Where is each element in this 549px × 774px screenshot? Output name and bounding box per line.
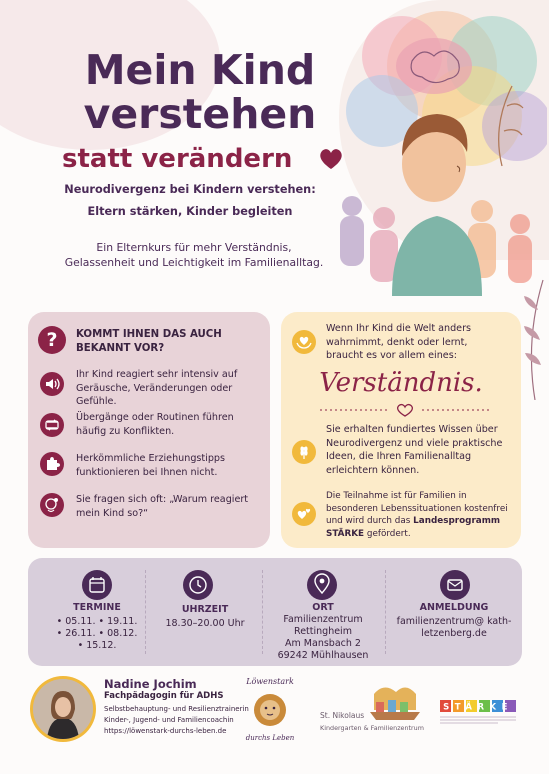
logo-text: durchs Leben xyxy=(245,734,295,742)
person-photo-icon xyxy=(33,679,93,739)
ort-label: ORT xyxy=(312,602,334,613)
transition-arrows-icon xyxy=(40,413,64,437)
avatar xyxy=(30,676,96,742)
logo-text: Kindergarten & Familienzentrum xyxy=(320,724,424,732)
logo-text: St. Nikolaus xyxy=(320,711,365,720)
benefits-intro: Wenn Ihr Kind die Welt anders wahrnimmt, denkt oder lernt, braucht es vor allem eines: xyxy=(326,323,472,361)
ort-line: 69242 Mühlhausen xyxy=(277,650,369,661)
clock-icon xyxy=(183,570,213,600)
ort-line: Familienzentrum xyxy=(283,614,363,625)
termine-label: TERMINE xyxy=(73,602,121,613)
child-head-icon xyxy=(40,493,64,517)
wheat-icon xyxy=(292,440,316,464)
symptoms-heading: KOMMT IHNEN DAS AUCH BEKANNT VOR? xyxy=(76,329,222,354)
title-line-2: verstehen xyxy=(83,90,317,138)
loewenstark-logo xyxy=(240,672,300,746)
title-line-1: Mein Kind xyxy=(84,46,316,94)
termine-line: • 26.11. • 08.12. xyxy=(56,628,138,639)
staerke-logo xyxy=(438,698,520,728)
puzzle-icon xyxy=(40,452,64,476)
uhrzeit-label: UHRZEIT xyxy=(181,604,229,615)
heart-divider xyxy=(320,402,490,418)
termine-line: • 15.12. xyxy=(77,640,117,651)
symptom-item: Ihr Kind reagiert sehr intensiv auf Geräusche, Veränderungen oder Gefühle. xyxy=(76,369,238,407)
heart-icon xyxy=(318,147,344,171)
funding-suffix: gefördert. xyxy=(364,528,411,539)
symptom-item: Übergänge oder Routinen führen häufig zu Konflikten. xyxy=(76,412,234,437)
funding-text xyxy=(326,490,516,540)
subtitle-line-2: Eltern stärken, Kinder begleiten xyxy=(87,205,293,218)
funding-prefix: Die Teilnahme ist für Familien in besonderen Lebenssituationen kostenfrei und wird durch das xyxy=(326,491,508,526)
anmeldung-email[interactable]: letzenberg.de xyxy=(421,628,487,639)
ort-line: Rettingheim xyxy=(294,626,352,637)
logo-text: STÄRKE xyxy=(443,702,513,713)
symptom-item: Herkömmliche Erziehungstipps funktionieren bei Ihnen nicht. xyxy=(76,453,226,478)
child-illustration xyxy=(322,6,547,296)
speaker-icon xyxy=(40,372,64,396)
uhrzeit-value: 18.30–20.00 Uhr xyxy=(165,618,245,629)
intro-text: Ein Elternkurs für mehr Verständnis, Gelassenheit und Leichtigkeit im Familienalltag. xyxy=(64,241,324,269)
kita-logo xyxy=(312,680,432,740)
envelope-icon xyxy=(440,570,470,600)
coach-name: Nadine Jochim xyxy=(104,677,197,691)
anmeldung-label: ANMELDUNG xyxy=(419,602,489,613)
knowledge-text: Sie erhalten fundiertes Wissen über Neurodivergenz und viele praktische Ideen, die Ihren Familienalltag erleichtern können. xyxy=(326,424,503,476)
anmeldung-email[interactable]: familienzentrum@ kath- xyxy=(396,616,512,627)
symptom-item: Sie fragen sich oft: „Warum reagiert mein Kind so?“ xyxy=(76,494,249,519)
coach-url[interactable]: https://löwenstark-durchs-leben.de xyxy=(104,727,227,735)
hearts-icon xyxy=(292,502,316,526)
calendar-icon xyxy=(82,570,112,600)
termine-line: • 05.11. • 19.11. xyxy=(56,616,138,627)
logo-text: Löwenstark xyxy=(246,677,294,686)
funding-program: Landesprogramm STÄRKE xyxy=(326,516,501,539)
divider xyxy=(385,570,386,654)
avatar-photo xyxy=(33,679,93,739)
location-pin-icon xyxy=(307,570,337,600)
question-icon: ? xyxy=(38,326,66,354)
hands-heart-icon xyxy=(292,330,316,354)
title-line-3: statt verändern xyxy=(62,144,293,174)
divider xyxy=(262,570,263,654)
highlight-word: Verständnis. xyxy=(319,368,483,398)
ort-line: Am Mansbach 2 xyxy=(285,638,361,649)
coach-role: Fachpädagogin für ADHS xyxy=(104,691,224,701)
branch-decoration xyxy=(505,270,549,400)
subtitle-line-1: Neurodivergenz bei Kindern verstehen: xyxy=(64,183,316,196)
coach-line: Kinder-, Jugend- und Familiencoachin xyxy=(104,716,234,724)
coach-line: Selbstbehauptung- und Resilienztrainerin xyxy=(104,705,249,713)
